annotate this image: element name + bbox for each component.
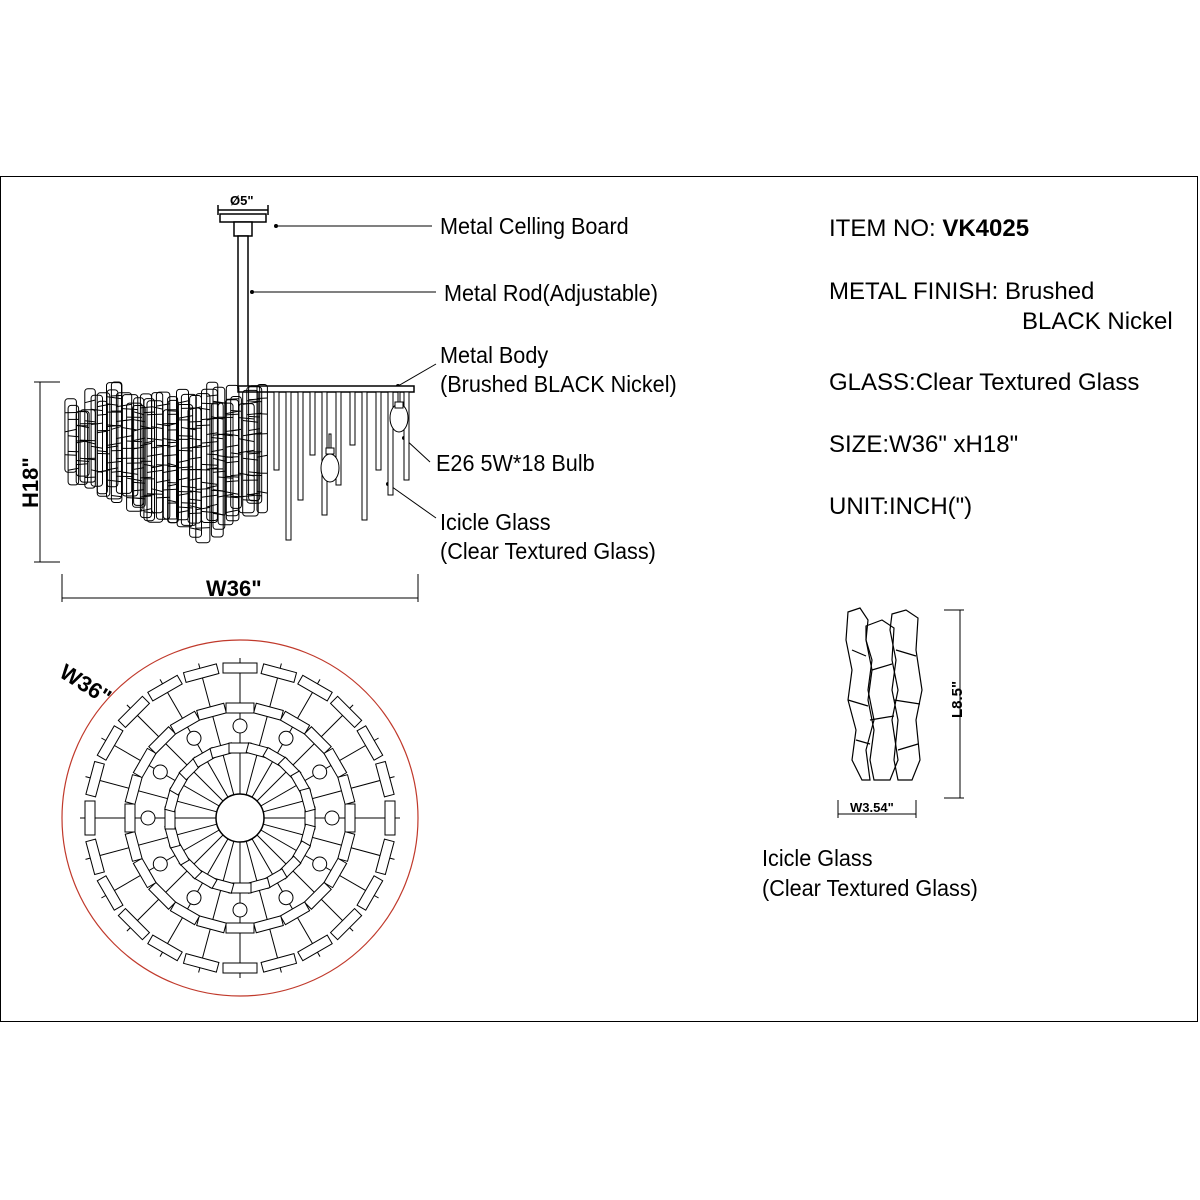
front-glass-texture bbox=[85, 441, 96, 444]
icicle-rod bbox=[350, 392, 355, 445]
front-glass-texture bbox=[207, 395, 218, 396]
icicle-rod bbox=[298, 392, 303, 500]
front-glass-column bbox=[177, 405, 193, 527]
top-view-spoke bbox=[86, 824, 217, 859]
front-glass-texture bbox=[107, 480, 122, 482]
front-glass-texture bbox=[257, 414, 267, 415]
front-glass-texture bbox=[207, 504, 218, 507]
spec-item-no bbox=[829, 214, 1029, 244]
spec-finish-2 bbox=[829, 307, 1173, 337]
top-view-bulb bbox=[279, 891, 293, 905]
metal-rod bbox=[238, 236, 248, 388]
top-view-bulb bbox=[153, 857, 167, 871]
icicle-rod bbox=[274, 392, 279, 470]
top-view-glass-piece bbox=[125, 775, 142, 805]
front-glass-texture bbox=[207, 454, 218, 455]
spec-size: SIZE:W36" xH18" bbox=[829, 431, 1019, 458]
top-view-spoke bbox=[199, 664, 234, 795]
top-view-glass-piece bbox=[298, 935, 332, 961]
front-glass-texture bbox=[97, 451, 107, 452]
front-glass-texture bbox=[122, 428, 137, 431]
front-glass-texture bbox=[225, 411, 238, 414]
front-glass-texture bbox=[65, 455, 77, 456]
top-view-glass-piece bbox=[357, 726, 383, 760]
spec-item-label: ITEM NO: bbox=[829, 215, 943, 242]
front-glass-texture bbox=[243, 458, 259, 460]
detail-caption-1: Icicle Glass bbox=[762, 845, 873, 871]
front-glass-texture bbox=[97, 470, 110, 472]
front-glass-texture bbox=[152, 447, 163, 448]
front-glass-texture bbox=[177, 507, 193, 508]
icicle-rod bbox=[362, 392, 367, 520]
top-view-glass-piece bbox=[324, 858, 347, 887]
front-glass-texture bbox=[107, 443, 122, 446]
callout-ceiling-board: Metal Celling Board bbox=[440, 213, 629, 239]
callout-bulb: E26 5W*18 Bulb bbox=[436, 450, 595, 476]
front-glass-texture bbox=[196, 489, 210, 490]
top-view-hub bbox=[216, 794, 264, 842]
front-glass-texture bbox=[226, 414, 239, 415]
top-view-glass-piece bbox=[298, 675, 332, 701]
front-glass-texture bbox=[243, 421, 259, 423]
front-glass-texture bbox=[207, 433, 218, 435]
top-view-bulb bbox=[279, 731, 293, 745]
front-glass-texture bbox=[76, 464, 87, 465]
callout-metal-body-2: (Brushed BLACK Nickel) bbox=[440, 371, 677, 397]
front-glass-texture bbox=[80, 440, 95, 441]
top-view-spoke bbox=[263, 824, 394, 859]
front-glass-texture bbox=[122, 472, 137, 474]
front-glass-texture bbox=[225, 492, 238, 495]
front-glass-texture bbox=[249, 416, 260, 417]
ceiling-board bbox=[218, 205, 268, 236]
front-glass-texture bbox=[107, 397, 122, 399]
top-view-glass-piece bbox=[133, 858, 156, 887]
front-glass-texture bbox=[225, 457, 238, 458]
front-glass-texture bbox=[226, 461, 239, 462]
front-glass-texture bbox=[140, 477, 151, 478]
top-view-glass-piece bbox=[197, 703, 227, 720]
top-view-spoke bbox=[246, 841, 281, 972]
front-glass-texture bbox=[177, 436, 193, 437]
top-view-dim-label: W36" bbox=[55, 659, 116, 710]
front-glass-texture bbox=[249, 399, 260, 400]
spec-unit: UNIT:INCH(") bbox=[829, 493, 973, 520]
top-view-glass-piece bbox=[125, 804, 135, 832]
front-glass-texture bbox=[231, 411, 242, 412]
top-view-glass-piece bbox=[254, 703, 284, 720]
front-glass-texture bbox=[181, 503, 196, 504]
icicle-rod bbox=[376, 392, 381, 470]
top-view-glass-piece bbox=[254, 916, 284, 933]
icicle-rod bbox=[310, 392, 315, 455]
front-glass-texture bbox=[147, 414, 163, 415]
front-glass-texture bbox=[177, 467, 193, 468]
front-glass-texture bbox=[177, 450, 193, 451]
top-view-glass-piece bbox=[300, 788, 315, 812]
canopy-dim-label: Ø5" bbox=[230, 193, 254, 208]
height-dim-label: H18" bbox=[18, 457, 43, 508]
front-glass-texture bbox=[181, 447, 196, 448]
top-view-glass-piece bbox=[85, 801, 95, 835]
callout-metal-rod: Metal Rod(Adjustable) bbox=[444, 280, 658, 306]
front-glass-texture bbox=[257, 398, 267, 399]
front-glass-texture bbox=[111, 496, 122, 497]
front-glass-texture bbox=[68, 468, 79, 470]
front-glass-column bbox=[68, 405, 79, 485]
callout-glass-2: (Clear Textured Glass) bbox=[440, 538, 656, 564]
front-glass-column bbox=[76, 412, 87, 485]
top-view-glass-piece bbox=[226, 923, 254, 933]
glass-piece-detail bbox=[846, 608, 922, 780]
top-view-glass-piece bbox=[324, 748, 347, 777]
top-view-bulb bbox=[153, 765, 167, 779]
top-view-glass-piece bbox=[125, 832, 142, 862]
front-glass-texture bbox=[116, 436, 131, 439]
spec-finish-2-text: BLACK Nickel bbox=[1022, 308, 1173, 335]
front-glass-texture bbox=[196, 408, 210, 410]
top-view-bulb bbox=[233, 903, 247, 917]
front-glass-texture bbox=[122, 409, 137, 410]
front-glass-column bbox=[85, 389, 96, 488]
top-view-bulb bbox=[313, 765, 327, 779]
top-view-glass-piece bbox=[148, 675, 182, 701]
top-view-glass-piece bbox=[261, 954, 296, 972]
front-glass-texture bbox=[144, 428, 155, 429]
top-view-glass-piece bbox=[133, 748, 156, 777]
front-glass-texture bbox=[97, 404, 110, 407]
top-view-spoke bbox=[263, 777, 394, 812]
top-view-glass-piece bbox=[261, 664, 296, 682]
front-glass-texture bbox=[257, 434, 267, 435]
top-view-glass-piece bbox=[357, 876, 383, 910]
front-glass-texture bbox=[127, 478, 143, 481]
callout-glass-1: Icicle Glass bbox=[440, 509, 551, 535]
top-view-bulb bbox=[325, 811, 339, 825]
front-glass-texture bbox=[144, 412, 155, 413]
front-glass-texture bbox=[127, 441, 143, 442]
callout-metal-body-1: Metal Body bbox=[440, 342, 549, 368]
top-view-bulb bbox=[313, 857, 327, 871]
top-view-glass-piece bbox=[170, 902, 199, 925]
top-view-glass-piece bbox=[345, 804, 355, 832]
front-glass-texture bbox=[97, 414, 107, 415]
top-view-glass-piece bbox=[197, 916, 227, 933]
front-glass-texture bbox=[147, 494, 163, 495]
top-view-glass-piece bbox=[148, 935, 182, 961]
front-glass-column bbox=[97, 393, 110, 497]
top-view-glass-piece bbox=[385, 801, 395, 835]
front-glass-texture bbox=[231, 475, 242, 476]
front-glass-texture bbox=[85, 400, 96, 403]
top-view-glass-piece bbox=[86, 839, 104, 874]
front-glass-texture bbox=[152, 407, 163, 410]
front-glass-texture bbox=[202, 464, 218, 465]
front-glass-texture bbox=[68, 436, 79, 437]
top-view-bulb bbox=[187, 891, 201, 905]
front-glass-texture bbox=[207, 486, 218, 488]
top-view-glass-piece bbox=[338, 832, 355, 862]
front-glass-texture bbox=[65, 429, 77, 432]
front-glass-texture bbox=[226, 481, 239, 482]
icicle-rod bbox=[388, 392, 393, 495]
spec-finish-1: METAL FINISH: Brushed bbox=[829, 278, 1095, 305]
spec-item-value: VK4025 bbox=[942, 215, 1030, 242]
front-glass-column bbox=[127, 403, 143, 511]
top-view-bulb bbox=[187, 731, 201, 745]
leader-dots bbox=[250, 224, 406, 486]
piece-width-label: W3.54" bbox=[850, 800, 894, 815]
top-view-glass-piece bbox=[223, 963, 257, 973]
top-view-spoke bbox=[199, 841, 234, 972]
width-dim-label: W36" bbox=[206, 576, 262, 601]
top-view-glass-piece bbox=[86, 761, 104, 796]
front-glass-texture bbox=[152, 489, 163, 492]
top-view-glass-piece bbox=[376, 761, 394, 796]
front-glass-texture bbox=[85, 421, 96, 422]
top-view-glass-piece bbox=[97, 726, 123, 760]
top-view-glass-piece bbox=[226, 703, 254, 713]
spec-glass: GLASS:Clear Textured Glass bbox=[829, 369, 1140, 396]
front-glass-texture bbox=[231, 453, 242, 454]
front-glass-texture bbox=[196, 425, 210, 426]
top-view-bulb bbox=[141, 811, 155, 825]
top-view-glass-piece bbox=[280, 902, 309, 925]
top-view-glass-piece bbox=[338, 775, 355, 805]
front-glass-texture bbox=[116, 404, 131, 407]
front-glass-texture bbox=[225, 476, 238, 477]
top-view-glass-piece bbox=[97, 876, 123, 910]
icicle-rod bbox=[286, 392, 291, 540]
front-glass-texture bbox=[177, 416, 193, 419]
front-glass-texture bbox=[116, 420, 131, 422]
front-glass-texture bbox=[202, 403, 218, 404]
top-view-glass-piece bbox=[223, 663, 257, 673]
top-view-glass-piece bbox=[183, 954, 218, 972]
front-view-glass bbox=[65, 382, 409, 543]
top-view-spoke bbox=[86, 777, 217, 812]
metal-body bbox=[238, 386, 414, 392]
detail-caption-2: (Clear Textured Glass) bbox=[762, 875, 978, 901]
top-view-bulb bbox=[233, 719, 247, 733]
front-glass-texture bbox=[213, 418, 225, 419]
front-glass-texture bbox=[97, 453, 110, 454]
icicle-rod bbox=[404, 392, 409, 480]
front-glass-texture bbox=[196, 528, 210, 529]
front-glass-texture bbox=[107, 461, 122, 463]
piece-length-label: L8.5" bbox=[949, 680, 966, 718]
top-view-glass-piece bbox=[280, 711, 309, 734]
top-view-glass-piece bbox=[183, 664, 218, 682]
front-glass-texture bbox=[177, 492, 193, 493]
top-view-glass-piece bbox=[376, 839, 394, 874]
top-view-spoke bbox=[246, 664, 281, 795]
top-view-glass-piece bbox=[170, 711, 199, 734]
